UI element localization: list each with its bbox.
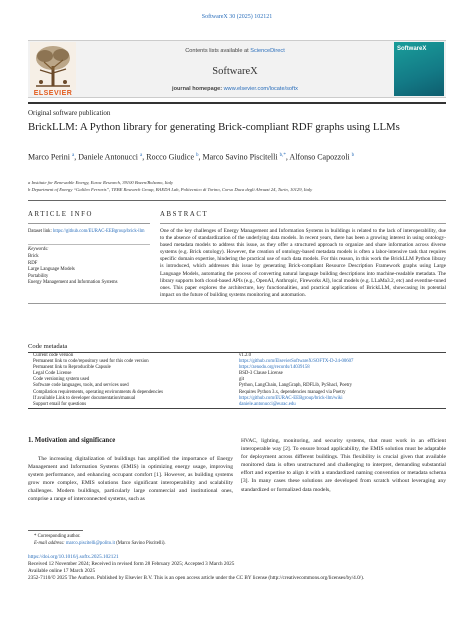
code-metadata-table [28, 352, 446, 409]
corresponding-author-note: * Corresponding author. [34, 534, 81, 539]
section-heading: 1. Motivation and significance [28, 437, 116, 444]
code-metadata-heading: Code metadata [28, 343, 68, 350]
email-note [34, 541, 166, 548]
footnote-rule [28, 530, 83, 531]
author-affiliation-mark[interactable]: b,* [279, 153, 286, 158]
cover-title: SoftwareX [397, 46, 427, 52]
abstract-heading: ABSTRACT [160, 211, 209, 218]
author-name[interactable]: Alfonso Capozzoli [289, 152, 350, 162]
table-cell-value: Python, LangChain, LangGraph, RDFLib, PyShacl, Poetry [239, 383, 352, 389]
doi-link[interactable]: https://doi.org/10.1016/j.softx.2025.102121 [28, 554, 119, 560]
author-name[interactable]: Rocco Giudice [146, 152, 194, 162]
elsevier-tree-logo [30, 42, 76, 90]
keyword-item: Brick [28, 254, 39, 259]
table-cell-link[interactable]: daniele.antonucci@eurac.edu [239, 401, 296, 407]
header-divider [28, 102, 446, 104]
table-cell-value: v1.2.0 [239, 353, 251, 358]
table-row [28, 402, 446, 408]
homepage-prefix: journal homepage: [172, 86, 224, 92]
keywords-label: Keywords: [28, 247, 49, 252]
keyword-item: Energy Management and Information Systems [28, 280, 118, 286]
section-divider [28, 200, 446, 201]
table-cell-link[interactable]: https://github.com/EURAC-EEBgroup/brick-llm/wiki [239, 395, 343, 401]
journal-reference[interactable]: SoftwareX 30 (2025) 102121 [201, 14, 273, 20]
author-affiliation-mark[interactable]: b [196, 153, 199, 158]
table-cell-label: If available Link to developer documentation/manual [33, 395, 136, 401]
author-list: Marco Perini $^a$, Daniele Antonucci $^a$, Rocco Giudice $^b$, Marco Savino Piscitelli $^{b,*}$, Alfonso Capozzoli $^b$ [28, 152, 355, 162]
email-label: E-mail address: [34, 541, 66, 546]
table-cell-label: Compilation requirements, operating environments & dependencies [33, 389, 164, 395]
abstract-end-rule [28, 303, 446, 304]
table-cell-label: Code versioning system used [33, 377, 90, 383]
table-cell-label: Current code version [33, 353, 74, 358]
dataset-label: Dataset link: [28, 229, 53, 234]
author-affiliation-mark[interactable]: a [140, 153, 143, 158]
author-affiliation-mark[interactable]: a [72, 153, 75, 158]
keywords-rule [28, 244, 150, 245]
sciencedirect-link[interactable]: ScienceDirect [250, 48, 285, 54]
contents-line [80, 48, 390, 54]
keyword-item: RDF [28, 260, 38, 266]
homepage-line [80, 86, 390, 92]
table-cell-label: Permanent link to Reproducible Capsule [33, 365, 111, 371]
abstract-text: One of the key challenges of Energy Management and Information Systems in buildings is related to the lack of interoperability, due to the absence of standardization of the underlying data models. In recent years, there has been a growing interest in using ontology-based metadata models to address this issue, as they offer a structured approach to organize and share information across diverse systems (e.g. Brick ontology). However, the creation of ontology-based metadata models is often a labor-intensive task that requires specific domain expertise, hindering the practical use of such data models. For this reason, in this work the BrickLLM Python library is introduced, which addresses this issue by generating Brick-compliant Resource Description Framework graphs using Large Language Models, automating the process of converting natural language building descriptions into machine-readable metadata. The library supports both cloud-based APIs (e.g., OpenAI, Anthropic, Fireworks AI), local models (e.g. LLaMa3.2, etc) and eventlne-tuned ones. This paper explores the architecture, key functionalities, and practical applications of BrickLLM, showcasing its potential impact on the future of building systems monitoring and automation. [160, 228, 446, 298]
table-cell-label: Legal Code License [33, 371, 72, 377]
author-name[interactable]: Marco Perini [28, 152, 70, 162]
keywords-list [28, 254, 150, 287]
author-name[interactable]: Daniele Antonucci [78, 152, 138, 162]
received-dates: Received 12 November 2024; Received in revised form 28 February 2025; Accepted 3 March 2025 [28, 561, 235, 567]
affiliations [28, 180, 448, 193]
table-cell-value: BSD-3 Clause License [239, 371, 283, 377]
table-cell-link[interactable]: https://zenodo.org/records/14039158 [239, 365, 310, 371]
homepage-link[interactable]: www.elsevier.com/locate/softx [223, 86, 298, 92]
contents-prefix: Contents lists available at [185, 48, 251, 54]
article-title: BrickLLM: A Python library for generating Brick-compliant RDF graphs using LLMs [28, 121, 400, 133]
dataset-link-block [28, 229, 148, 236]
article-type: Original software publication [28, 109, 111, 117]
abstract-rule [160, 223, 446, 224]
article-info-heading: ARTICLE INFO [28, 211, 94, 218]
publisher-name: ELSEVIER [33, 90, 73, 97]
body-text-right: HVAC, lighting, monitoring, and security systems, that must work in an efficient interoperable way [2]. To ensure broad applicability, the EMIS solution must be adaptable for deployment across different buildings. This flexibility is crucial given that available monitored data is often unstructured and challenging to interpret, demanding substantial effort and expertise to align it with a standardized naming convention or metadata schema [3]. In many cases these solutions are developed from scratch without leveraging any standardized or formalized data models, [241, 438, 446, 493]
journal-name: SoftwareX [212, 66, 258, 77]
keyword-item: Portability [28, 273, 49, 279]
dataset-link[interactable]: https://github.com/EURAC-EEBgroup/brick-llm [53, 229, 145, 234]
email-link[interactable]: marco.piscitelli@polito.it [65, 541, 115, 546]
table-cell-label: Software code languages, tools, and services used [33, 383, 129, 389]
email-suffix: (Marco Savino Piscitelli). [115, 541, 166, 546]
keyword-item: Large Language Models [28, 267, 75, 273]
table-cell-value: git [239, 377, 245, 383]
affiliation-item: b Department of Energy “Galileo Ferraris”, TEBE Research Group, BAEDA Lab, Politecnico di Torino, Corso Duca degli Abruzzi 24, Turin, 10129, Italy [28, 186, 313, 192]
available-online-date: Available online 17 March 2025 [28, 568, 96, 574]
table-cell-link[interactable]: https://github.com/ElsevierSoftwareX/SOFTX-D-24-00607 [239, 359, 354, 365]
copyright-notice: 2352-7110/© 2025 The Authors. Published by Elsevier B.V. This is an open access article under the CC BY license (http://creativecommons.org/licenses/by/4.0/). [28, 575, 365, 581]
table-cell-value: Requires Python 3.x, dependencies managed via Poetry [239, 389, 346, 395]
article-info-rule [28, 223, 150, 224]
table-cell-label: Support email for questions [33, 401, 87, 407]
table-cell-label: Permanent link to code/repository used for this code version [33, 359, 149, 365]
author-affiliation-mark[interactable]: b [351, 153, 355, 158]
body-text-left: The increasing digitalization of buildings has amplified the importance of Energy Management and Information Systems (EMIS) in optimizing energy usage, improving system performance, and enhancing occupant comfort [1]. However, as building systems grow more complex, EMIS solutions face significant interoperability and scalability challenges. Modern buildings, particularly large commercial and institutional ones, comprise a range of interconnected systems, such as [28, 456, 233, 503]
author-name[interactable]: Marco Savino Piscitelli [202, 152, 278, 162]
affiliation-item: a Institute for Renewable Energy, Eurac Research, 39100 Bozen/Bolzano, Italy [28, 180, 174, 185]
